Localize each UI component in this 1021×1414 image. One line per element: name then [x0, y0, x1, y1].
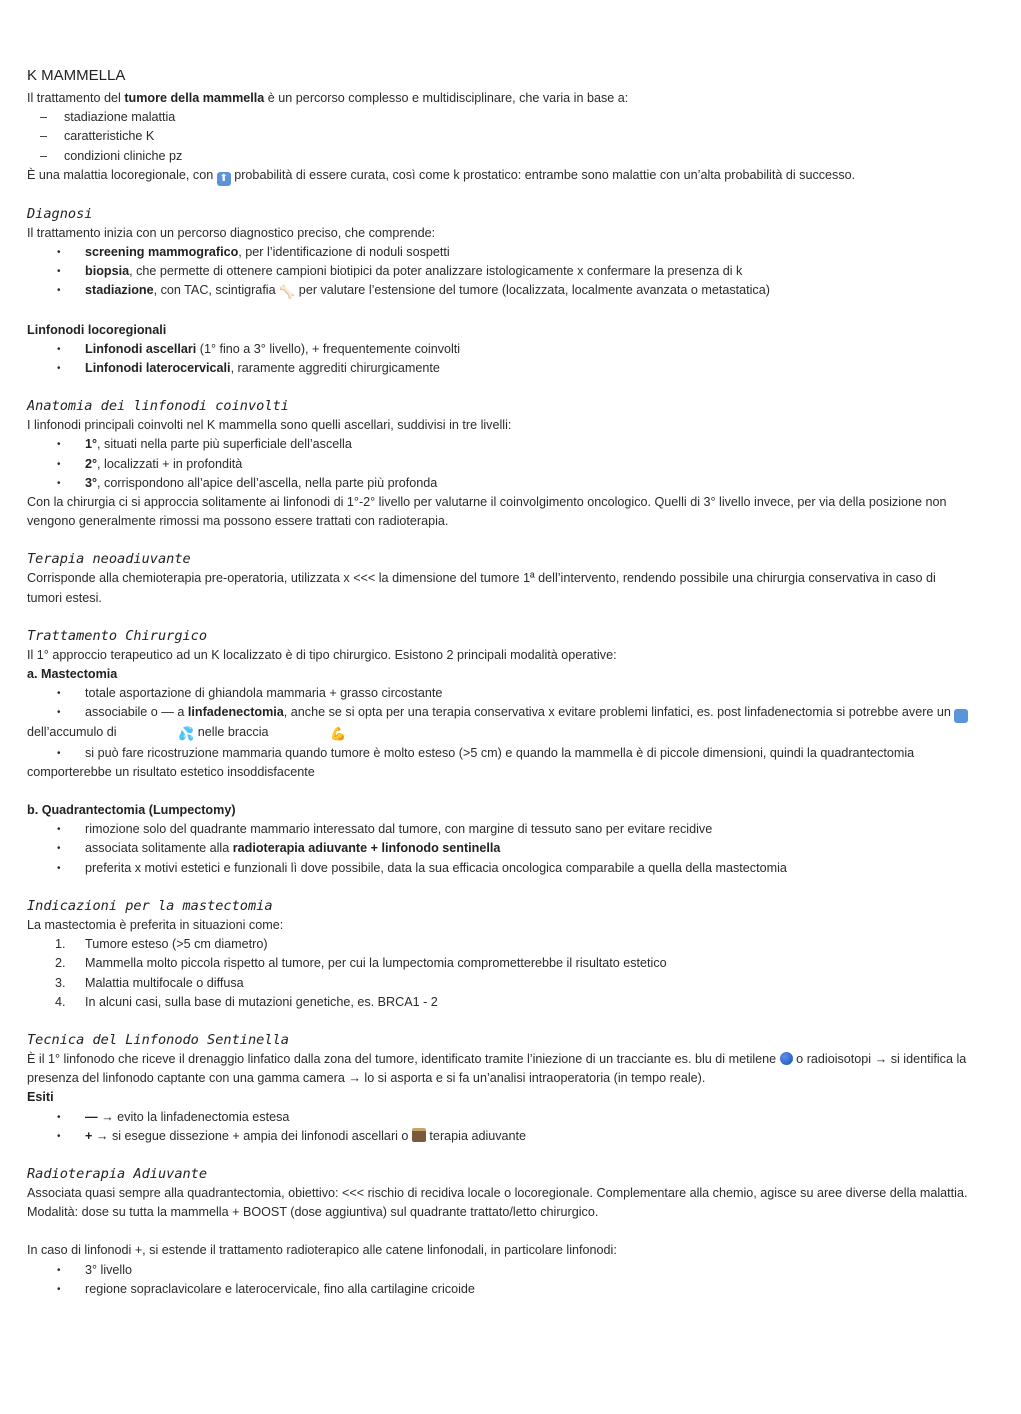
intro-text: Il trattamento del	[27, 91, 125, 105]
film-frames-icon	[412, 1128, 426, 1142]
list-item	[27, 935, 973, 954]
item-text: preferita x motivi estetici e funzionali lì dove possibile, data la sua efficacia oncologica comparabile a quella della mastectomia	[85, 860, 787, 875]
radioterapia-paragraph-2: Modalità: dose su tutta la mammella + BOOST (dose aggiuntiva) sul quadrante trattato/letto chirurgico.	[27, 1205, 599, 1220]
list-item: – condizioni cliniche pz	[40, 148, 183, 163]
intro-paragraph	[27, 89, 973, 108]
quadrantectomia-list	[27, 820, 973, 878]
quadrantectomia-title	[27, 801, 973, 820]
indicazioni-list	[27, 935, 973, 1012]
list-item: • rimozione solo del quadrante mammario interessato dal tumore, con margine di tessuto sano per evitare recidive	[57, 822, 713, 837]
item-text: associabile o — a	[85, 705, 188, 720]
list-item-text: caratteristiche K	[64, 129, 155, 144]
quadrantectomia-title-text: b. Quadrantectomia (Lumpectomy)	[27, 803, 236, 818]
item-bold: 1°	[85, 437, 98, 452]
item-bold: 2°	[85, 456, 98, 471]
section-heading-sentinella: Tecnica del Linfonodo Sentinella	[27, 1031, 289, 1048]
item-bold: stadiazione	[85, 283, 154, 298]
sentinella-paragraph	[27, 1050, 973, 1088]
bone-icon: 🦴	[279, 284, 296, 300]
esiti-title-text: Esiti	[27, 1090, 54, 1105]
intro-list	[27, 108, 973, 166]
intro-paragraph-2	[27, 166, 973, 186]
flexed-arm-icon: 💪	[330, 726, 347, 742]
intro-text-end: è un percorso complesso e multidisciplinare, che varia in base a:	[264, 91, 629, 105]
item-bold: linfadenectomia	[187, 705, 284, 720]
list-item	[27, 993, 973, 1012]
item-bold: Linfonodi ascellari	[85, 341, 197, 356]
item-text: (1° fino a 3° livello), + frequentemente coinvolti	[196, 341, 461, 356]
item-number: 4.	[55, 994, 66, 1009]
item-text: dell’accumulo di	[27, 725, 121, 740]
list-item: • regione sopraclavicolare e laterocervicale, fino alla cartilagine cricoide	[57, 1281, 475, 1296]
item-text: per valutare l’estensione del tumore (localizzata, localmente avanzata o metastatica)	[295, 283, 770, 298]
chirurgico-lead: Il 1° approccio terapeutico ad un K localizzato è di tipo chirurgico. Esistono 2 principali modalità operative:	[27, 647, 617, 662]
list-item-text: condizioni cliniche pz	[64, 148, 183, 163]
radioterapia-list	[27, 1261, 973, 1299]
item-text: , raramente aggrediti chirurgicamente	[230, 361, 440, 376]
item-text: , che permette di ottenere campioni biotipici da poter analizzare istologicamente x confermare la presenza di k	[129, 264, 743, 279]
item-bold: screening mammografico	[85, 245, 239, 260]
list-item: • associata solitamente alla radioterapia adiuvante + linfonodo sentinella	[57, 841, 501, 856]
list-item: • — → evito la linfadenectomia estesa	[57, 1109, 290, 1124]
indicazioni-lead: La mastectomia è preferita in situazioni come:	[27, 917, 284, 932]
linfonodi-list	[27, 340, 973, 378]
item-text: Mammella molto piccola rispetto al tumore, per cui la lumpectomia comprometterebbe il risultato estetico	[85, 956, 667, 971]
list-item: • Linfonodi ascellari (1° fino a 3° livello), + frequentemente coinvolti	[57, 341, 461, 356]
item-text: totale asportazione di ghiandola mammaria + grasso circostante	[85, 686, 443, 701]
item-text: Malattia multifocale o diffusa	[85, 975, 244, 990]
up-arrow-icon: ⬆	[217, 172, 231, 186]
list-item: • 3° livello	[57, 1262, 133, 1277]
list-item: • screening mammografico, per l’identificazione di noduli sospetti	[57, 245, 450, 260]
anatomia-list	[27, 435, 973, 493]
para-text: È il 1° linfonodo che riceve il drenaggio linfatico dalla zona del tumore, identificato tramite l’iniezione di un tracciante es. blu di metilene	[27, 1051, 780, 1066]
section-heading-anatomia: Anatomia dei linfonodi coinvolti	[27, 398, 289, 415]
mastectomia-title	[27, 665, 973, 684]
diagnosi-list	[27, 243, 973, 302]
list-item: • stadiazione, con TAC, scintigrafia 🦴 per valutare l’estensione del tumore (localizzata, localmente avanzata o metastatica)	[27, 281, 973, 301]
section-heading-chirurgico: Trattamento Chirurgico	[27, 627, 208, 644]
section-heading-diagnosi: Diagnosi	[27, 205, 93, 222]
list-item: • si può fare ricostruzione mammaria quando tumore è molto esteso (>5 cm) e quando la mammella è di piccole dimensioni, quindi la quadrantectomia comporterebbe un risultato estetico insoddisfacente	[27, 745, 915, 779]
mastectomia-title-text: a. Mastectomia	[27, 667, 118, 682]
section-heading-indicazioni: Indicazioni per la mastectomia	[27, 897, 273, 914]
anatomia-paragraph: Con la chirurgia ci si approccia solitamente ai linfonodi di 1°-2° livello per valutarne il coinvolgimento oncologico. Quelli di 3° livello invece, per via della posizione non vengono generalmente rimossi ma possono essere trattati con radioterapia.	[27, 495, 947, 529]
item-text: , anche se si opta per una terapia conservativa x evitare problemi linfatici, es. post linfadenectomia si potrebbe avere un	[283, 705, 955, 720]
document-title: K MAMMELLA	[27, 67, 126, 84]
item-number: 2.	[55, 956, 66, 971]
list-item: – caratteristiche K	[40, 129, 155, 144]
item-text: , con TAC, scintigrafia	[153, 283, 280, 298]
item-text: → si esegue dissezione + ampia dei linfonodi ascellari o	[92, 1128, 412, 1143]
item-text: si può fare ricostruzione mammaria quando tumore è molto esteso (>5 cm) e quando la mammella è di piccole dimensioni, quindi la quadrantectomia comporterebbe un risultato estetico insoddisfacente	[27, 745, 915, 779]
list-item: • associabile o — a linfadenectomia, anche se si opta per una terapia conservativa x evitare problemi linfatici, es. post linfadenectomia si potrebbe avere un ⬆ dell’accumulo di 💦 nelle braccia 💪	[27, 703, 973, 743]
linfonodi-heading	[27, 321, 973, 340]
item-text: associata solitamente alla	[85, 841, 233, 856]
intro-text: È una malattia locoregionale, con	[27, 167, 217, 182]
item-bold: biopsia	[85, 264, 130, 279]
list-item	[27, 954, 973, 973]
mastectomia-list	[27, 684, 973, 703]
item-text: In alcuni casi, sulla base di mutazioni genetiche, es. BRCA1 - 2	[85, 994, 438, 1009]
para-text: o radioisotopi → si identifica la presenza del linfonodo captante con una gamma camera → lo si asporta e si fa un’analisi intraoperatoria (in tempo reale).	[27, 1051, 967, 1086]
item-text: , corrispondono all’apice dell’ascella, nella parte più profonda	[97, 475, 438, 490]
item-text: , per l’identificazione di noduli sospetti	[238, 245, 450, 260]
list-item: • + → si esegue dissezione + ampia dei linfonodi ascellari o terapia adiuvante	[57, 1128, 527, 1143]
anatomia-lead: I linfonodi principali coinvolti nel K mammella sono quelli ascellari, suddivisi in tre livelli:	[27, 418, 512, 433]
list-item: • 2°, localizzati + in profondità	[57, 456, 243, 471]
item-bold: Linfonodi laterocervicali	[85, 361, 231, 376]
item-text: rimozione solo del quadrante mammario interessato dal tumore, con margine di tessuto sano per evitare recidive	[85, 822, 713, 837]
item-bold: —	[85, 1109, 98, 1124]
list-item: • totale asportazione di ghiandola mammaria + grasso circostante	[57, 686, 443, 701]
item-text: Tumore esteso (>5 cm diametro)	[85, 937, 268, 952]
radioterapia-paragraph-1: Associata quasi sempre alla quadrantectomia, obiettivo: <<< rischio di recidiva locale o locoregionale. Complementare alla chemio, agisce su aree diverse della malattia.	[27, 1185, 968, 1200]
item-number: 1.	[55, 937, 66, 952]
esiti-title	[27, 1088, 973, 1107]
linfonodi-heading-text: Linfonodi locoregionali	[27, 322, 167, 337]
item-number: 3.	[55, 975, 66, 990]
list-item: – stadiazione malattia	[40, 110, 176, 125]
list-item: • Linfonodi laterocervicali, raramente aggrediti chirurgicamente	[57, 361, 440, 376]
item-text: terapia adiuvante	[425, 1128, 527, 1143]
neoadiuvante-paragraph: Corrisponde alla chemioterapia pre-operatoria, utilizzata x <<< la dimensione del tumore 1ª dell’intervento, rendendo possibile una chirurgia conservativa in caso di tumori estesi.	[27, 571, 936, 605]
blue-circle-icon	[780, 1052, 793, 1065]
intro-bold: tumore della mammella	[124, 91, 265, 105]
intro-text-end: probabilità di essere curata, così come k prostatico: entrambe sono malattie con un’alta probabilità di successo.	[230, 167, 856, 182]
diagnosi-lead: Il trattamento inizia con un percorso diagnostico preciso, che comprende:	[27, 225, 436, 240]
esiti-list	[27, 1108, 973, 1146]
document-page	[27, 66, 1021, 1299]
item-text: , situati nella parte più superficiale dell’ascella	[97, 437, 352, 452]
item-text: 3° livello	[85, 1262, 133, 1277]
water-drops-icon: 💦	[178, 726, 195, 742]
list-item: • 1°, situati nella parte più superficiale dell’ascella	[57, 437, 352, 452]
list-item-text: stadiazione malattia	[64, 110, 176, 125]
list-item: • 3°, corrispondono all’apice dell’ascella, nella parte più profonda	[57, 475, 438, 490]
radioterapia-paragraph-3: In caso di linfonodi +, si estende il trattamento radioterapico alle catene linfonodali, in particolare linfonodi:	[27, 1243, 617, 1258]
item-text: , localizzati + in profondità	[97, 456, 243, 471]
item-text: nelle braccia	[194, 725, 272, 740]
item-text: → evito la linfadenectomia estesa	[97, 1109, 290, 1124]
item-bold: 3°	[85, 475, 98, 490]
list-item: • biopsia, che permette di ottenere campioni biotipici da poter analizzare istologicamente x confermare la presenza di k	[57, 264, 743, 279]
list-item	[27, 974, 973, 993]
section-heading-radioterapia: Radioterapia Adiuvante	[27, 1165, 208, 1182]
section-heading-neoadiuvante: Terapia neoadiuvante	[27, 551, 191, 568]
item-bold: radioterapia adiuvante + linfonodo sentinella	[232, 841, 501, 856]
up-arrow-icon: ⬆	[954, 709, 968, 723]
item-bold: +	[85, 1128, 93, 1143]
list-item: • preferita x motivi estetici e funzionali lì dove possibile, data la sua efficacia oncologica comparabile a quella della mastectomia	[57, 860, 787, 875]
item-text: regione sopraclavicolare e laterocervicale, fino alla cartilagine cricoide	[85, 1281, 475, 1296]
